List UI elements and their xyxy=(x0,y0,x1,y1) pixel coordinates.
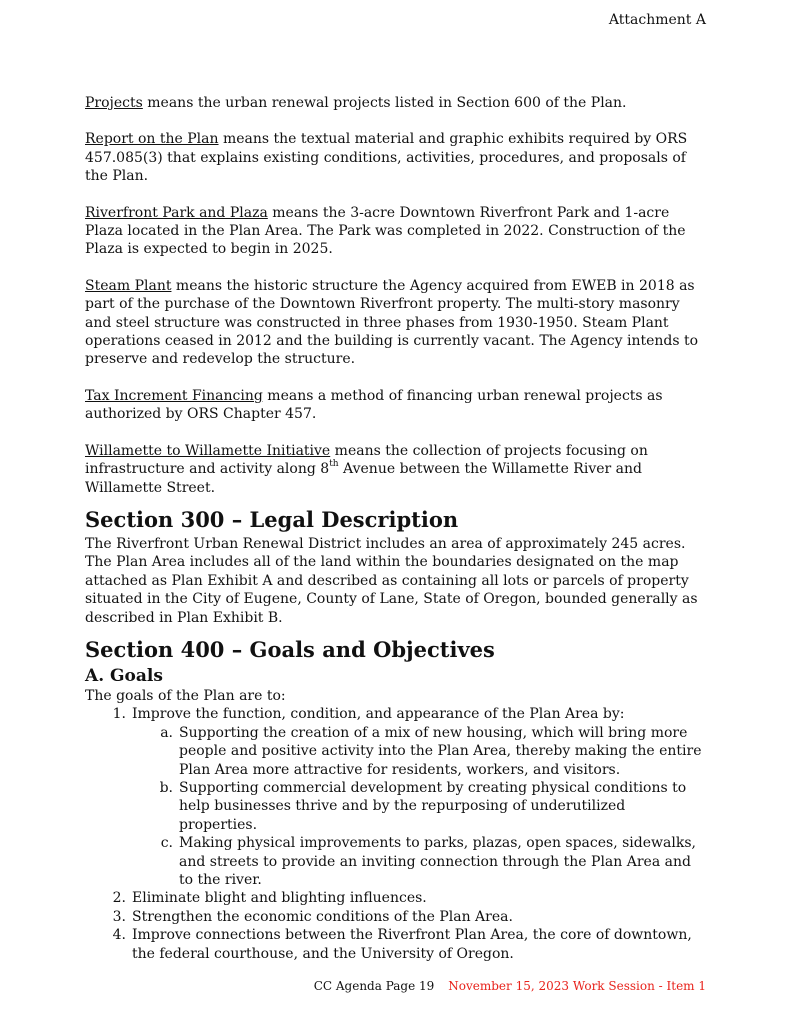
ordinal-suffix: th xyxy=(329,459,339,470)
sub-goal-item xyxy=(160,834,707,889)
goal-number: 2. xyxy=(112,890,126,907)
definition-text: means the collection of projects focusing on infrastructure and activity along 8 xyxy=(85,442,648,478)
document-body xyxy=(85,94,707,963)
definition-term: Steam Plant xyxy=(85,277,172,294)
definition-term: Report on the Plan xyxy=(85,131,219,148)
goals-subheading: A. Goals xyxy=(85,665,163,686)
work-session-label: November 15, 2023 Work Session - Item 1 xyxy=(448,979,706,993)
sub-goal-item xyxy=(159,779,707,834)
definition-term: Tax Increment Financing xyxy=(85,387,263,404)
sub-goal-letter: c. xyxy=(160,835,173,852)
definition-text: means the urban renewal projects listed in Section 600 of the Plan. xyxy=(142,95,627,111)
definition-willamette-to-willamette xyxy=(85,442,707,497)
goal-item xyxy=(112,908,707,926)
goal-text: Improve connections between the Riverfront Plan Area, the core of downtown, the federal courthouse, and the University of Oregon. xyxy=(132,927,692,962)
goal-number: 1. xyxy=(112,706,126,723)
definition-text: means the 3-acre Downtown Riverfront Park and 1-acre Plaza located in the Plan Area. The Park was completed in 2022. Construction of the Plaza is expected to begin in 2025. xyxy=(85,204,686,258)
definition-term: Projects xyxy=(85,95,143,111)
page-footer xyxy=(314,978,706,994)
definition-text: means the textual material and graphic exhibits required by ORS 457.085(3) that explains existing conditions, activities, procedures, and proposals of the Plan. xyxy=(85,131,688,185)
goal-number: 4. xyxy=(112,927,126,944)
sub-goal-item xyxy=(160,724,707,779)
agenda-page-label: CC Agenda Page 19 xyxy=(313,979,435,993)
definition-riverfront-park-and-plaza xyxy=(85,204,707,259)
goal-text: Improve the function, condition, and appearance of the Plan Area by: xyxy=(132,706,625,723)
goal-item xyxy=(112,705,707,889)
sub-goal-text: Supporting the creation of a mix of new housing, which will bring more people and positive activity into the Plan Area, thereby making the entire Plan Area more attractive for residents, workers, and visitors. xyxy=(179,724,702,778)
definition-term: Willamette to Willamette Initiative xyxy=(85,442,331,459)
goal-item xyxy=(112,889,707,907)
sub-goal-text: Supporting commercial development by creating physical conditions to help businesses thrive and by the repurposing of underutilized properties. xyxy=(179,779,687,833)
definition-tax-increment-financing xyxy=(85,387,707,424)
goal-text: Eliminate blight and blighting influences. xyxy=(132,890,427,907)
goal-item xyxy=(112,926,707,963)
goals-intro: The goals of the Plan are to: xyxy=(85,687,286,704)
attachment-label: Attachment A xyxy=(608,12,706,28)
definition-text: means a method of financing urban renewal projects as authorized by ORS Chapter 457. xyxy=(85,387,663,423)
definition-report-on-the-plan xyxy=(85,130,707,185)
goal-text: Strengthen the economic conditions of the Plan Area. xyxy=(132,908,513,925)
goal-number: 3. xyxy=(112,908,126,925)
sub-goals-list xyxy=(132,724,707,890)
section-400-heading: Section 400 – Goals and Objectives xyxy=(85,636,495,662)
sub-goal-letter: b. xyxy=(159,779,173,796)
definition-term: Riverfront Park and Plaza xyxy=(85,204,268,221)
sub-goal-text: Making physical improvements to parks, plazas, open spaces, sidewalks, and streets to provide an inviting connection through the Plan Area and to the river. xyxy=(179,835,696,888)
definition-text: means the historic structure the Agency acquired from EWEB in 2018 as part of the purchase of the Downtown Riverfront property. The multi-story masonry and steel structure was constructed in three phases from 1930-1950. Steam Plant operations ceased in 2012 and the building is currently vacant. The Agency intends to preserve and redevelop the structure. xyxy=(85,277,699,368)
sub-goal-letter: a. xyxy=(160,724,173,741)
definition-steam-plant xyxy=(85,277,707,369)
definition-projects xyxy=(85,94,707,112)
section-300-heading: Section 300 – Legal Description xyxy=(85,506,459,532)
definition-text-continued: Avenue between the Willamette River and Willamette Street. xyxy=(85,461,642,496)
goals-list xyxy=(85,705,707,963)
section-300-body: The Riverfront Urban Renewal District includes an area of approximately 245 acres. The Plan Area includes all of the land within the boundaries designated on the map attached as Plan Exhibit A and described as containing all lots or parcels of property situated in the City of Eugene, County of Lane, State of Oregon, bounded generally as described in Plan Exhibit B. xyxy=(85,535,698,626)
